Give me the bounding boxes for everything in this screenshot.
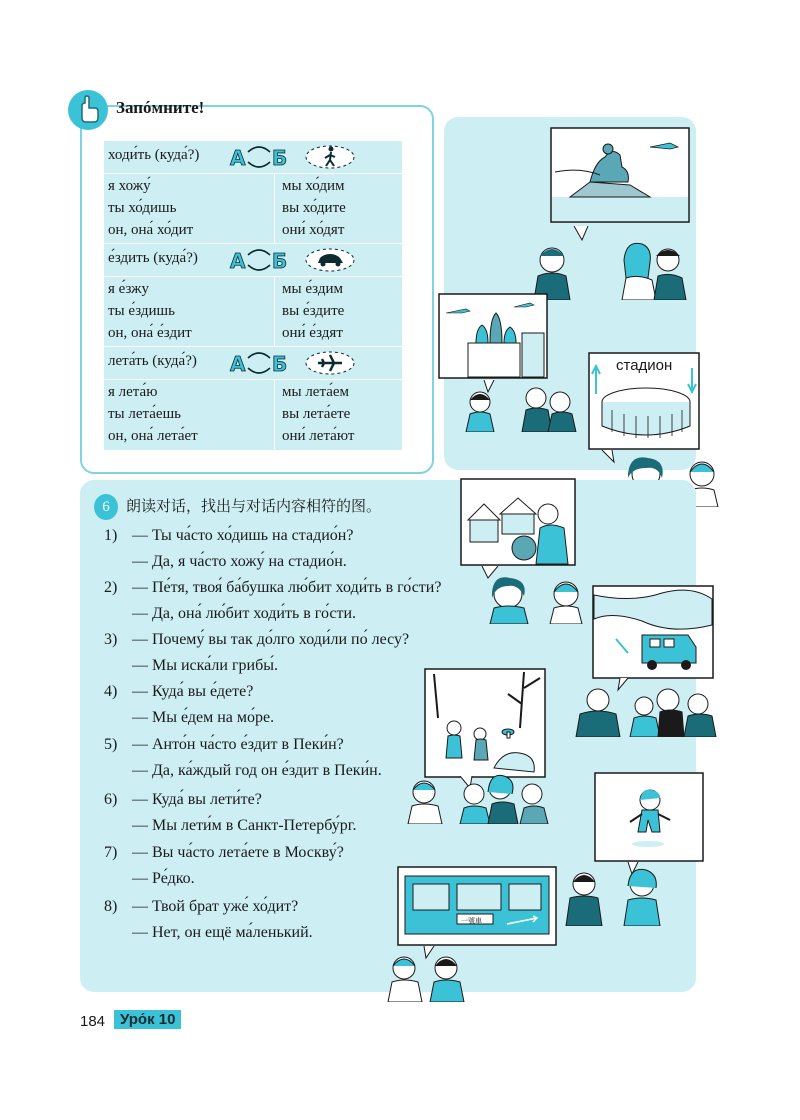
verb-conjugation-row — [104, 276, 402, 347]
dialogue-number: 8) — [104, 898, 118, 915]
conj-form: они́ хо́дят — [282, 222, 345, 238]
dialogue-item — [104, 840, 344, 892]
dialogue-answer: — Нет, он ещё ма́ленький. — [132, 924, 313, 941]
dialogue-number: 7) — [104, 844, 118, 861]
boys-illustration — [384, 950, 470, 1002]
conj-form: я лета́ю — [108, 384, 158, 400]
conj-form: вы е́здите — [282, 303, 345, 319]
dialogue-number: 5) — [104, 736, 118, 753]
dialogue-answer: — Мы лети́м в Санкт-Петербу́рг. — [132, 817, 357, 834]
exercise-number-badge: 6 — [94, 494, 118, 520]
children-group-illustration — [404, 772, 554, 824]
people-illustration — [560, 866, 680, 926]
dialogue-number: 4) — [104, 683, 118, 700]
verb-infinitive: лета́ть (куда́?) — [108, 353, 197, 369]
svg-text:А: А — [230, 146, 246, 170]
svg-text:А: А — [230, 352, 246, 376]
conj-form: они́ е́здят — [282, 325, 343, 341]
conj-form: ты лета́ешь — [108, 406, 181, 422]
airplane-icon — [300, 349, 360, 377]
grandmother-house-illustration — [460, 478, 576, 568]
conj-form: я е́зжу — [108, 281, 150, 297]
dialogue-question: — Куда́ вы лети́те? — [132, 791, 262, 808]
train-illustration — [397, 866, 557, 948]
dialogue-answer: — Да, она́ лю́бит ходи́ть в го́сти. — [132, 605, 357, 622]
conj-form: мы лета́ем — [282, 384, 350, 400]
conj-form: он, она́ хо́дит — [108, 222, 194, 238]
dialogue-question: — Ты ча́сто хо́дишь на стадио́н? — [132, 527, 354, 544]
conj-form: они́ лета́ют — [282, 428, 355, 444]
dialogue-number: 6) — [104, 791, 118, 808]
dialogue-item — [104, 679, 274, 731]
a-to-b-icon — [228, 247, 290, 273]
conj-form: мы е́здим — [282, 281, 343, 297]
dialogue-item — [104, 575, 441, 627]
a-to-b-icon — [228, 350, 290, 376]
verb-header-row — [104, 244, 402, 277]
hand-pointing-icon — [68, 90, 108, 130]
walking-person-icon — [300, 143, 360, 171]
forest-mushrooms-illustration — [424, 668, 546, 778]
dialogue-answer: — Ре́дко. — [132, 870, 195, 887]
conj-form: он, она́ лета́ет — [108, 428, 198, 444]
verb-conjugation-row — [104, 173, 402, 244]
stadium-label: стадион — [612, 357, 676, 374]
dialogue-answer: — Мы иска́ли грибы́. — [132, 657, 278, 674]
exercise-instruction: 朗读对话，找出与对话内容相符的图。 — [126, 497, 382, 515]
dialogue-answer: — Мы е́дем на мо́ре. — [132, 709, 275, 726]
train-sign: 一號車 — [461, 917, 482, 925]
dialogue-question: — Куда́ вы е́дете? — [132, 683, 254, 700]
verb-conjugation-row — [104, 379, 402, 449]
conj-form: вы хо́дите — [282, 200, 346, 216]
car-icon — [300, 246, 360, 274]
conj-form: вы лета́ете — [282, 406, 351, 422]
dialogue-number: 1) — [104, 527, 118, 544]
conj-form: я хожу́ — [108, 178, 151, 194]
verb-infinitive: ходи́ть (куда́?) — [108, 147, 200, 163]
conj-form: он, она́ е́здит — [108, 325, 192, 341]
verb-header-row — [104, 347, 402, 380]
svg-text:Б: Б — [272, 352, 288, 376]
people-illustration — [530, 238, 690, 300]
lesson-badge: Уро́к 10 — [114, 1010, 181, 1029]
conj-form: ты е́здишь — [108, 303, 175, 319]
a-to-b-icon — [228, 144, 290, 170]
dialogue-question: — Почему́ вы так до́лго ходи́ли по́ лесу? — [132, 631, 410, 648]
baby-walking-illustration — [594, 772, 704, 864]
dialogue-answer: — Да, я ча́сто хожу́ на стадио́н. — [132, 553, 347, 570]
dialogue-item — [104, 894, 313, 946]
family-illustration — [572, 682, 722, 737]
dialogue-item — [104, 787, 357, 839]
dialogue-item — [104, 627, 409, 679]
st-basils-cathedral-illustration — [438, 293, 548, 381]
dialogue-answer: — Да, ка́ждый год он е́здит в Пеки́н. — [132, 762, 382, 779]
verb-infinitive: е́здить (куда́?) — [108, 250, 198, 266]
page-number: 184 — [80, 1013, 106, 1030]
svg-text:Б: Б — [272, 146, 288, 170]
dialogue-number: 2) — [104, 579, 118, 596]
conj-form: ты хо́дишь — [108, 200, 177, 216]
conj-form: мы хо́дим — [282, 178, 345, 194]
people-illustration — [460, 380, 580, 432]
bronze-horseman-illustration — [550, 127, 690, 227]
svg-text:А: А — [230, 249, 246, 273]
dialogue-item — [104, 732, 382, 784]
verb-conjugation-table — [104, 141, 402, 450]
dialogue-number: 3) — [104, 631, 118, 648]
verb-header-row — [104, 141, 402, 174]
dialogue-question: — Вы ча́сто лета́ете в Москву́? — [132, 844, 344, 861]
dialogue-item — [104, 523, 353, 575]
memo-title: Запóмните! — [116, 98, 205, 117]
dialogue-question: — Пе́тя, твоя́ ба́бушка лю́бит ходи́ть в го́сти? — [132, 579, 442, 596]
svg-text:Б: Б — [272, 249, 288, 273]
children-illustration — [484, 572, 594, 624]
dialogue-question: — Твой брат уже́ хо́дит? — [132, 898, 299, 915]
dialogue-question: — Анто́н ча́сто е́здит в Пеки́н? — [132, 736, 344, 753]
sea-road-trip-illustration — [592, 585, 714, 680]
